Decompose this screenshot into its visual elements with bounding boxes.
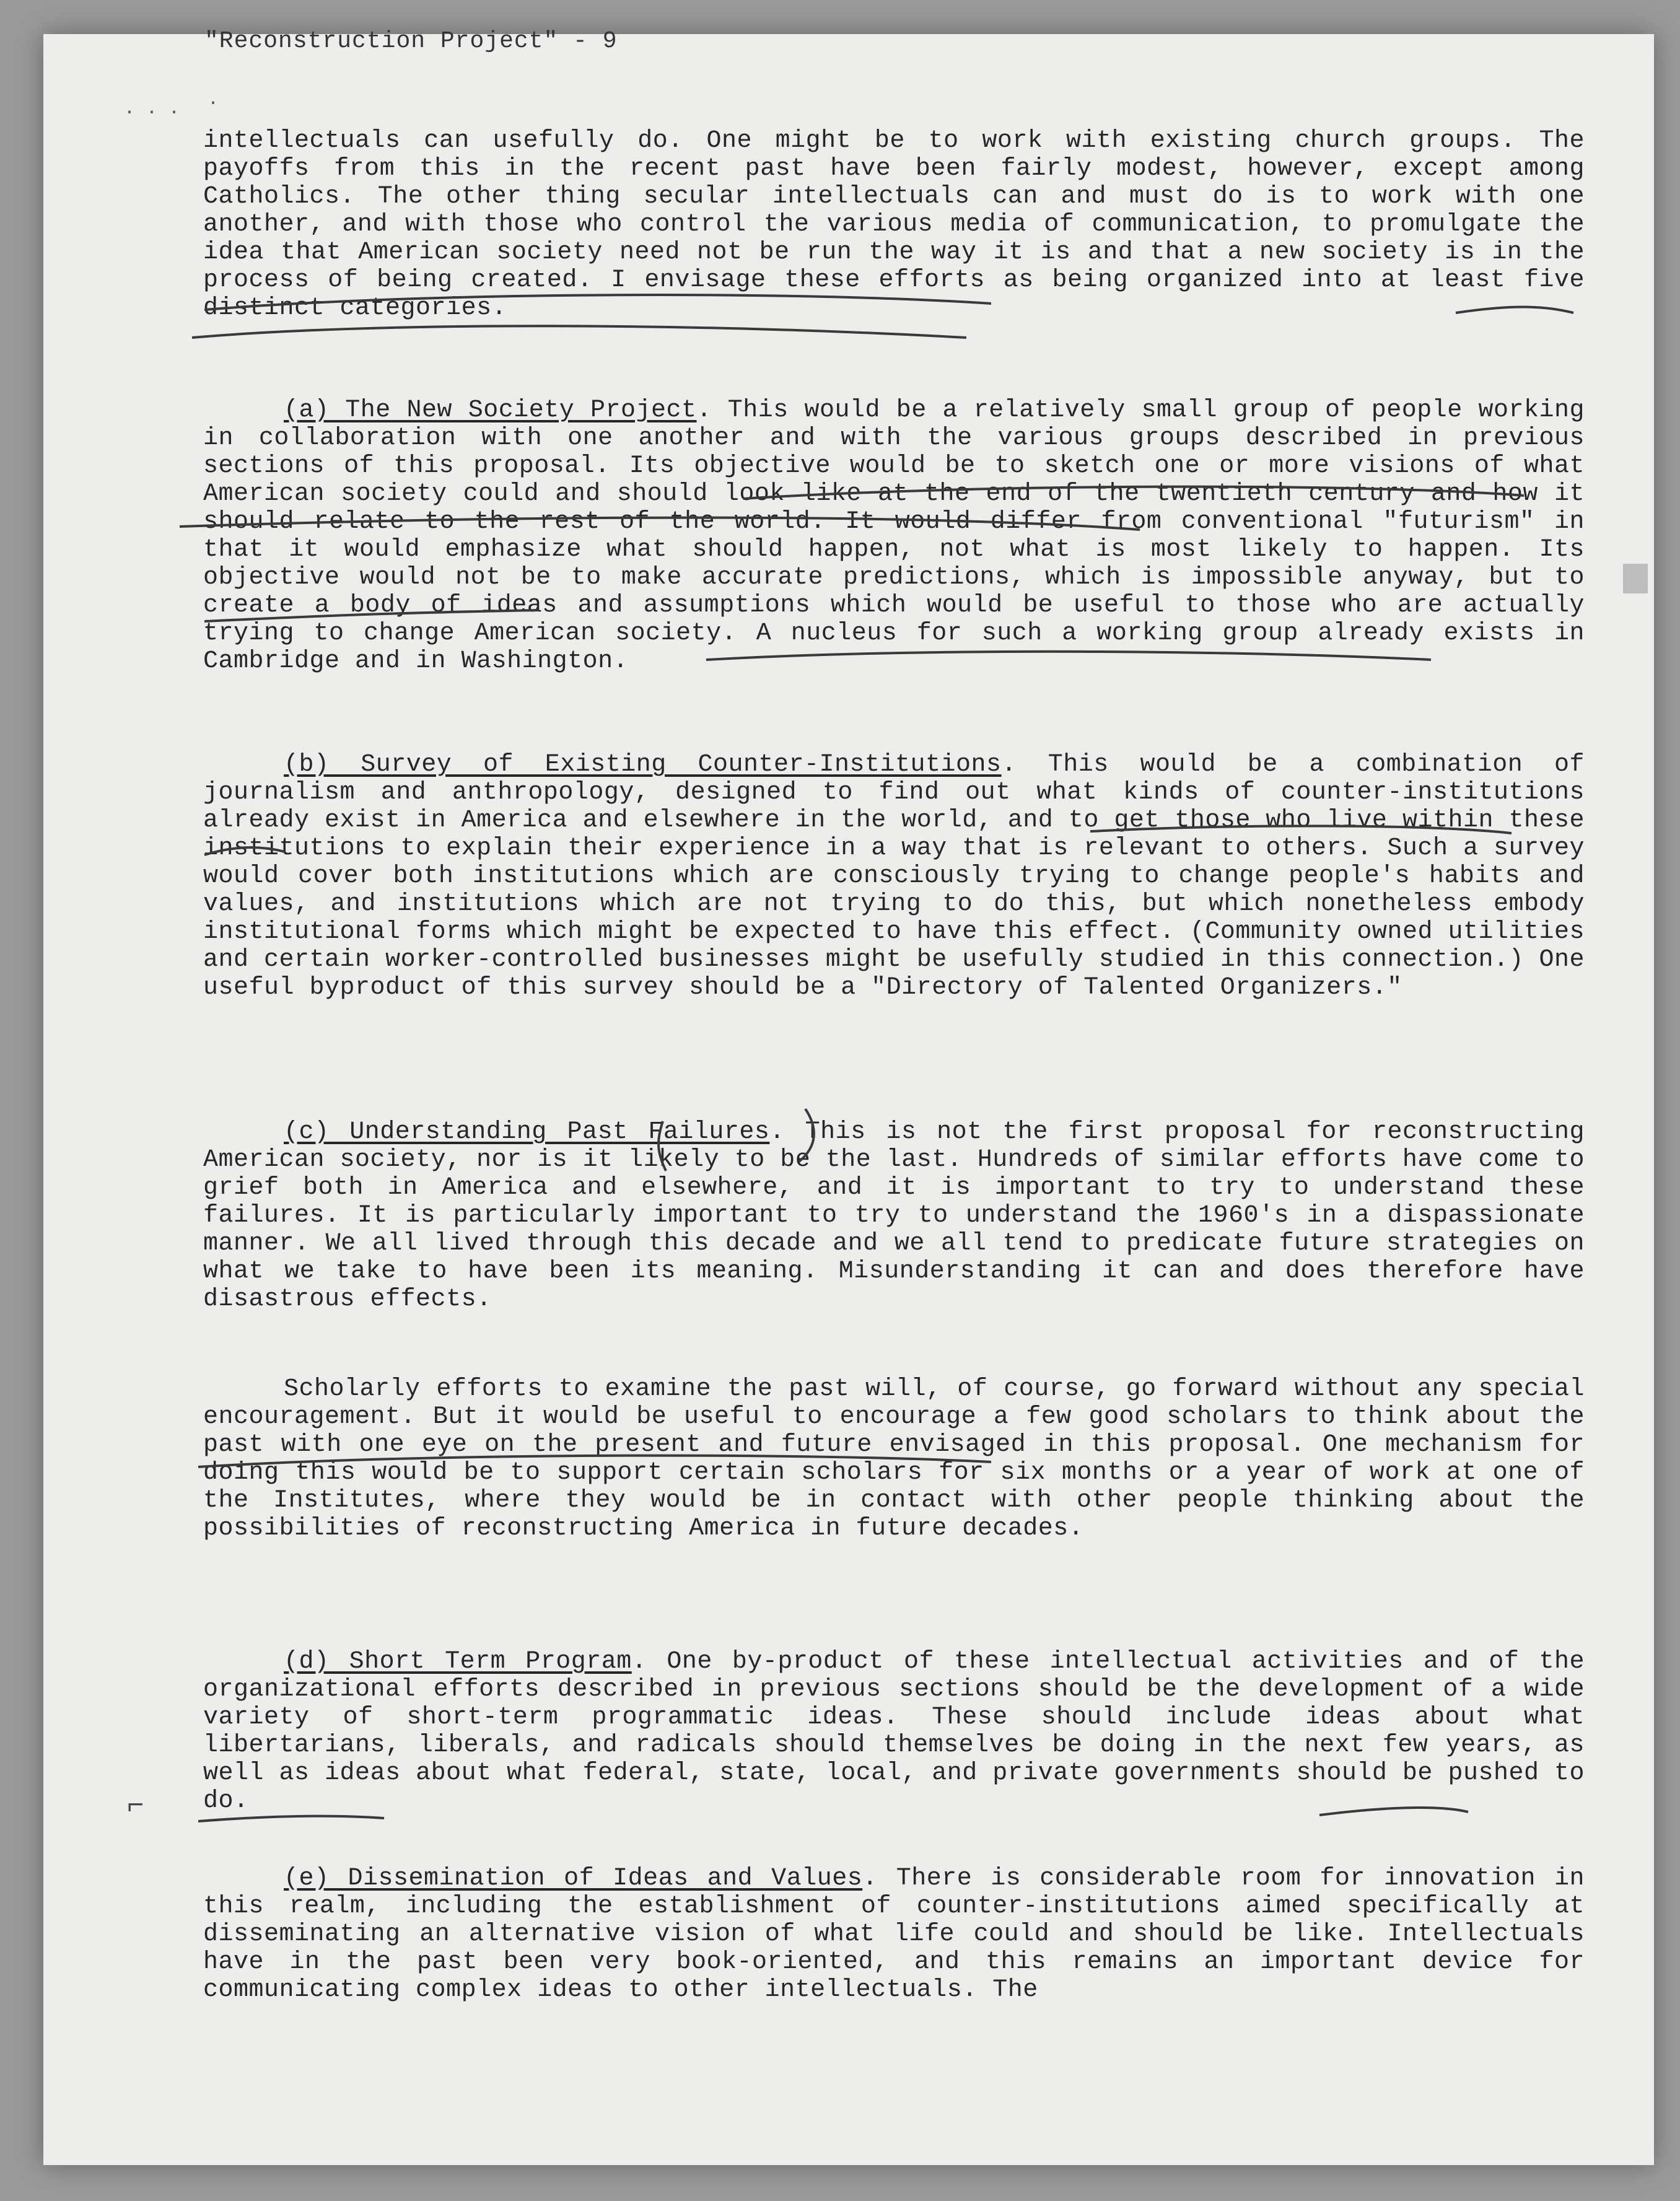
paragraph-text: . This would be a combination of journalism and anthropology, designed to find out what kinds of counter-institutions already exist in America and elsewhere in the world, and to get those who live within these institutions to explain their experience in a way that is relevant to others. Such a survey would cover both institutions which are consciously trying to change people's habits and values, and institutions which are not trying to do this, but which nonetheless embody institutional forms which might be expected to have this effect. (Community owned utilities and certain worker-controlled businesses might be usefully studied in this connection.) One useful byproduct of this survey should be a "Directory of Talented Organizers."	[203, 751, 1585, 1002]
section-heading-c: (c) Understanding Past Failures	[284, 1118, 770, 1146]
paragraph-d	[203, 1648, 1585, 1815]
section-heading-e: (e) Dissemination of Ideas and Values	[284, 1865, 863, 1893]
margin-annotation-mark: ⌐	[127, 1790, 144, 1822]
paragraph-text: . One by-product of these intellectual activities and of the organizational efforts described in previous sections should be the development of a wide variety of short-term programmatic ideas. These should include ideas about what libertarians, liberals, and radicals should themselves be doing in the next few years, as well as ideas about what federal, state, local, and private governments should be pushed to do.	[203, 1648, 1585, 1815]
stray-mark: · · ·	[124, 102, 180, 123]
paragraph-intro	[203, 127, 1585, 322]
stray-mark: ·	[208, 93, 219, 114]
paragraph-e	[203, 1865, 1585, 2004]
paragraph-text: . This is not the first proposal for reconstructing American society, nor is it likely to be the last. Hundreds of similar efforts have come to grief both in America and elsewhere, and it is important to try to understand these failures. It is particularly important to try to understand the 1960's in a dispassionate manner. We all lived through this decade and we all tend to predicate future strategies on what we take to have been its meaning. Misunderstanding it can and does therefore have disastrous effects.	[203, 1118, 1585, 1313]
paragraph-a	[203, 396, 1585, 675]
paragraph-e-body	[203, 1865, 1585, 2004]
typed-page	[43, 34, 1654, 2165]
section-heading-b: (b) Survey of Existing Counter-Institutions	[284, 751, 1002, 779]
section-heading-a: (a) The New Society Project	[284, 396, 697, 424]
paragraph-text: . There is considerable room for innovation in this realm, including the establishment of counter-institutions aimed specifically at disseminating an alternative vision of what life could and should be like. Intellectuals have in the past been very book-oriented, and this remains an important device for communicating complex ideas to other intellectuals. The	[203, 1865, 1585, 2004]
paragraph-scholarly	[203, 1375, 1585, 1542]
paragraph-text: . This would be a relatively small group of people working in collaboration with one another and with the various groups described in previous sections of this proposal. Its objective would be to sketch one or more visions of what American society could and should look like at the end of the twentieth century and how it should relate to the rest of the world. It would differ from conventional "futurism" in that it would emphasize what should happen, not what is most likely to happen. Its objective would not be to make accurate predictions, which is impossible anyway, but to create a body of ideas and assumptions which would be useful to those who are actually trying to change American society. A nucleus for such a working group already exists in Cambridge and in Washington.	[203, 396, 1585, 675]
paragraph-d-body	[203, 1648, 1585, 1815]
page-header: "Reconstruction Project" - 9	[204, 28, 618, 55]
paragraph-text: intellectuals can usefully do. One might be to work with existing church groups. The payoffs from this in the recent past have been fairly modest, however, except among Catholics. The other thing secular intellectuals can and must do is to work with one another, and with those who control the various media of communication, to promulgate the idea that American society need not be run the way it is and that a new society is in the process of being created. I envisage these efforts as being organized into at least five distinct categories.	[203, 127, 1585, 322]
edge-tab-mark	[1623, 564, 1648, 593]
paragraph-b	[203, 751, 1585, 1002]
paragraph-a-body	[203, 396, 1585, 675]
paragraph-c	[203, 1118, 1585, 1313]
paragraph-b-body	[203, 751, 1585, 1002]
paragraph-text: Scholarly efforts to examine the past will, of course, go forward without any special encouragement. But it would be useful to encourage a few good scholars to think about the past with one eye on the present and future envisaged in this proposal. One mechanism for doing this would be to support certain scholars for six months or a year of work at one of the Institutes, where they would be in contact with other people thinking about the possibilities of reconstructing America in future decades.	[203, 1375, 1585, 1542]
paragraph-c-body	[203, 1118, 1585, 1313]
section-heading-d: (d) Short Term Program	[284, 1648, 632, 1676]
